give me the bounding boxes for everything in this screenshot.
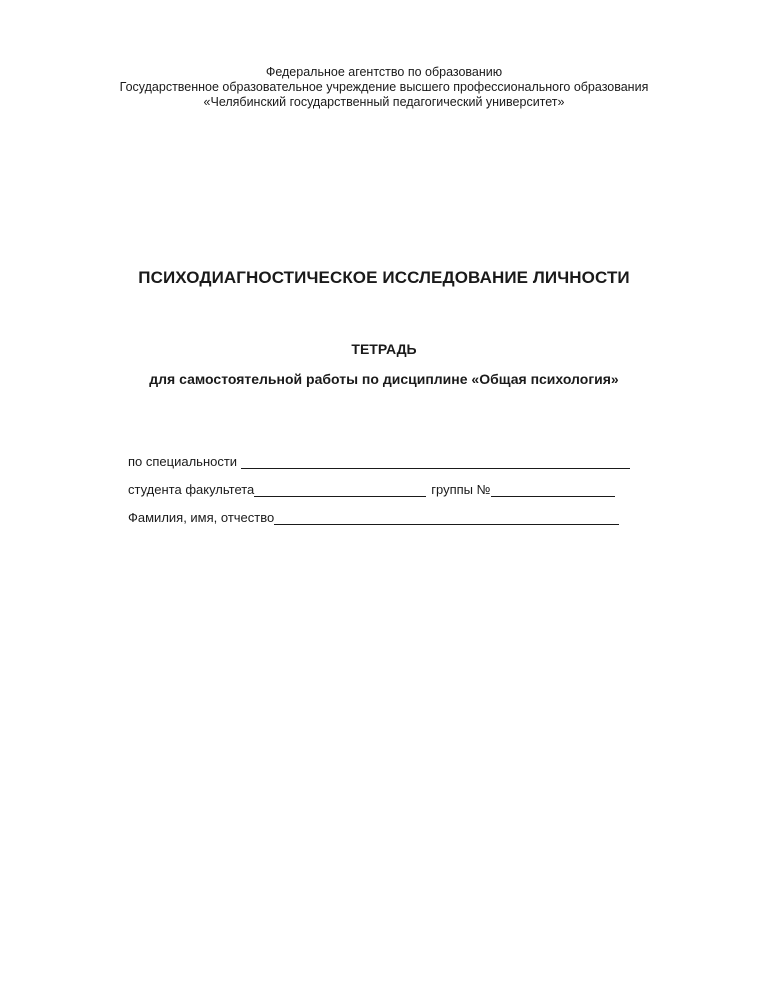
faculty-group-row: [128, 482, 615, 498]
document-title: ПСИХОДИАГНОСТИЧЕСКОЕ ИССЛЕДОВАНИЕ ЛИЧНОСТИ: [138, 268, 630, 287]
group-field[interactable]: [491, 483, 615, 497]
specialty-label: по специальности: [128, 454, 238, 469]
specialty-field[interactable]: [241, 455, 630, 469]
faculty-field[interactable]: [254, 483, 426, 497]
full-name-row: [128, 510, 619, 526]
document-subtitle: ТЕТРАДЬ: [351, 341, 417, 357]
full-name-label: Фамилия, имя, отчество: [128, 510, 275, 525]
header-university: «Челябинский государственный педагогический университет»: [203, 95, 565, 109]
full-name-field[interactable]: [274, 511, 619, 525]
group-label: группы №: [431, 482, 491, 497]
faculty-label: студента факультета: [128, 482, 255, 497]
institution-header: [0, 65, 768, 110]
document-subtitle-description: для самостоятельной работы по дисциплине «Общая психология»: [149, 371, 619, 387]
specialty-row: [128, 454, 630, 470]
header-institution-type: Государственное образовательное учреждение высшего профессионального образования: [119, 80, 649, 94]
header-agency: Федеральное агентство по образованию: [265, 65, 503, 79]
